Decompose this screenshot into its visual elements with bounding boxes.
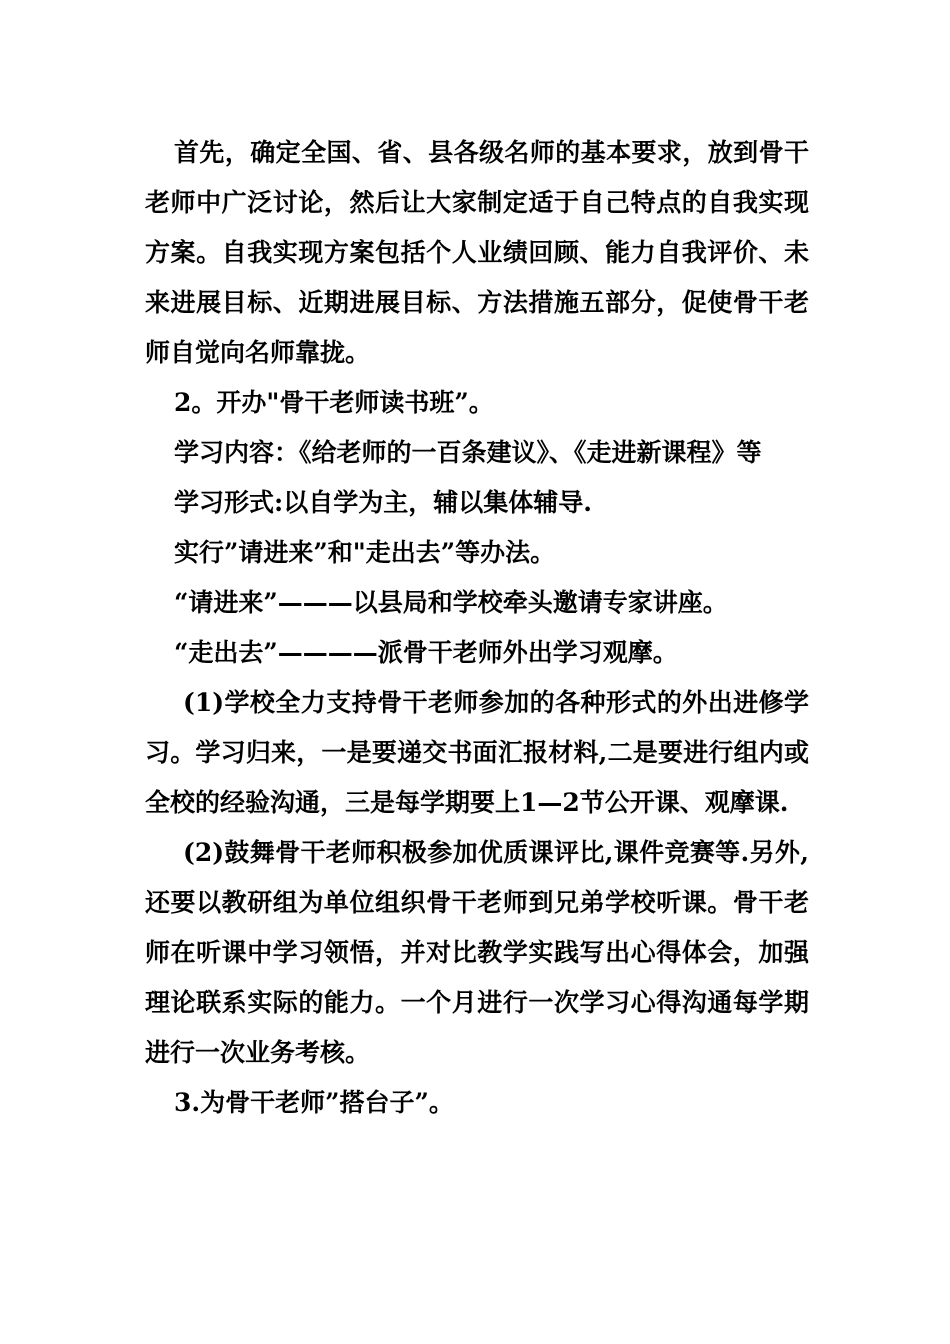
paragraph-invite-and-go-out: 实行”请进来”和"走出去”等办法。: [174, 538, 556, 567]
document-body: [145, 128, 809, 1128]
paragraph-study-content: 学习内容：《给老师的一百条建议》、《走进新课程》等: [174, 438, 762, 467]
paragraph-reading-class-heading: 2。开办"骨干老师读书班”。: [174, 388, 494, 417]
paragraph-item-1: (1)学校全力支持骨干老师参加的各种形式的外出进修学习。学习归来，一是要递交书面汇报材料,二是要进行组内或全校的经验沟通，三是每学期要上1—2节公开课、观摩课.: [145, 688, 809, 817]
paragraph-platform-heading: 3.为骨干老师”搭台子”。: [174, 1088, 454, 1117]
paragraph-self-realization-plan: 首先，确定全国、省、县各级名师的基本要求，放到骨干老师中广泛讨论，然后让大家制定适于自己特点的自我实现方案。自我实现方案包括个人业绩回顾、能力自我评价、未来进展目标、近期进展目标、方法措施五部分，促使骨干老师自觉向名师靠拢。: [145, 138, 809, 367]
paragraph-invite-in: “请进来”———以县局和学校牵头邀请专家讲座。: [174, 588, 728, 617]
paragraph-study-form: 学习形式:以自学为主，辅以集体辅导.: [174, 488, 592, 517]
paragraph-go-out: “走出去”————派骨干老师外出学习观摩。: [174, 638, 678, 667]
paragraph-item-2: (2)鼓舞骨干老师积极参加优质课评比,课件竞赛等.另外,还要以教研组为单位组织骨干老师到兄弟学校听课。骨干老师在听课中学习领悟，并对比教学实践写出心得体会，加强理论联系实际的能力。一个月进行一次学习心得沟通每学期进行一次业务考核。: [145, 838, 809, 1067]
